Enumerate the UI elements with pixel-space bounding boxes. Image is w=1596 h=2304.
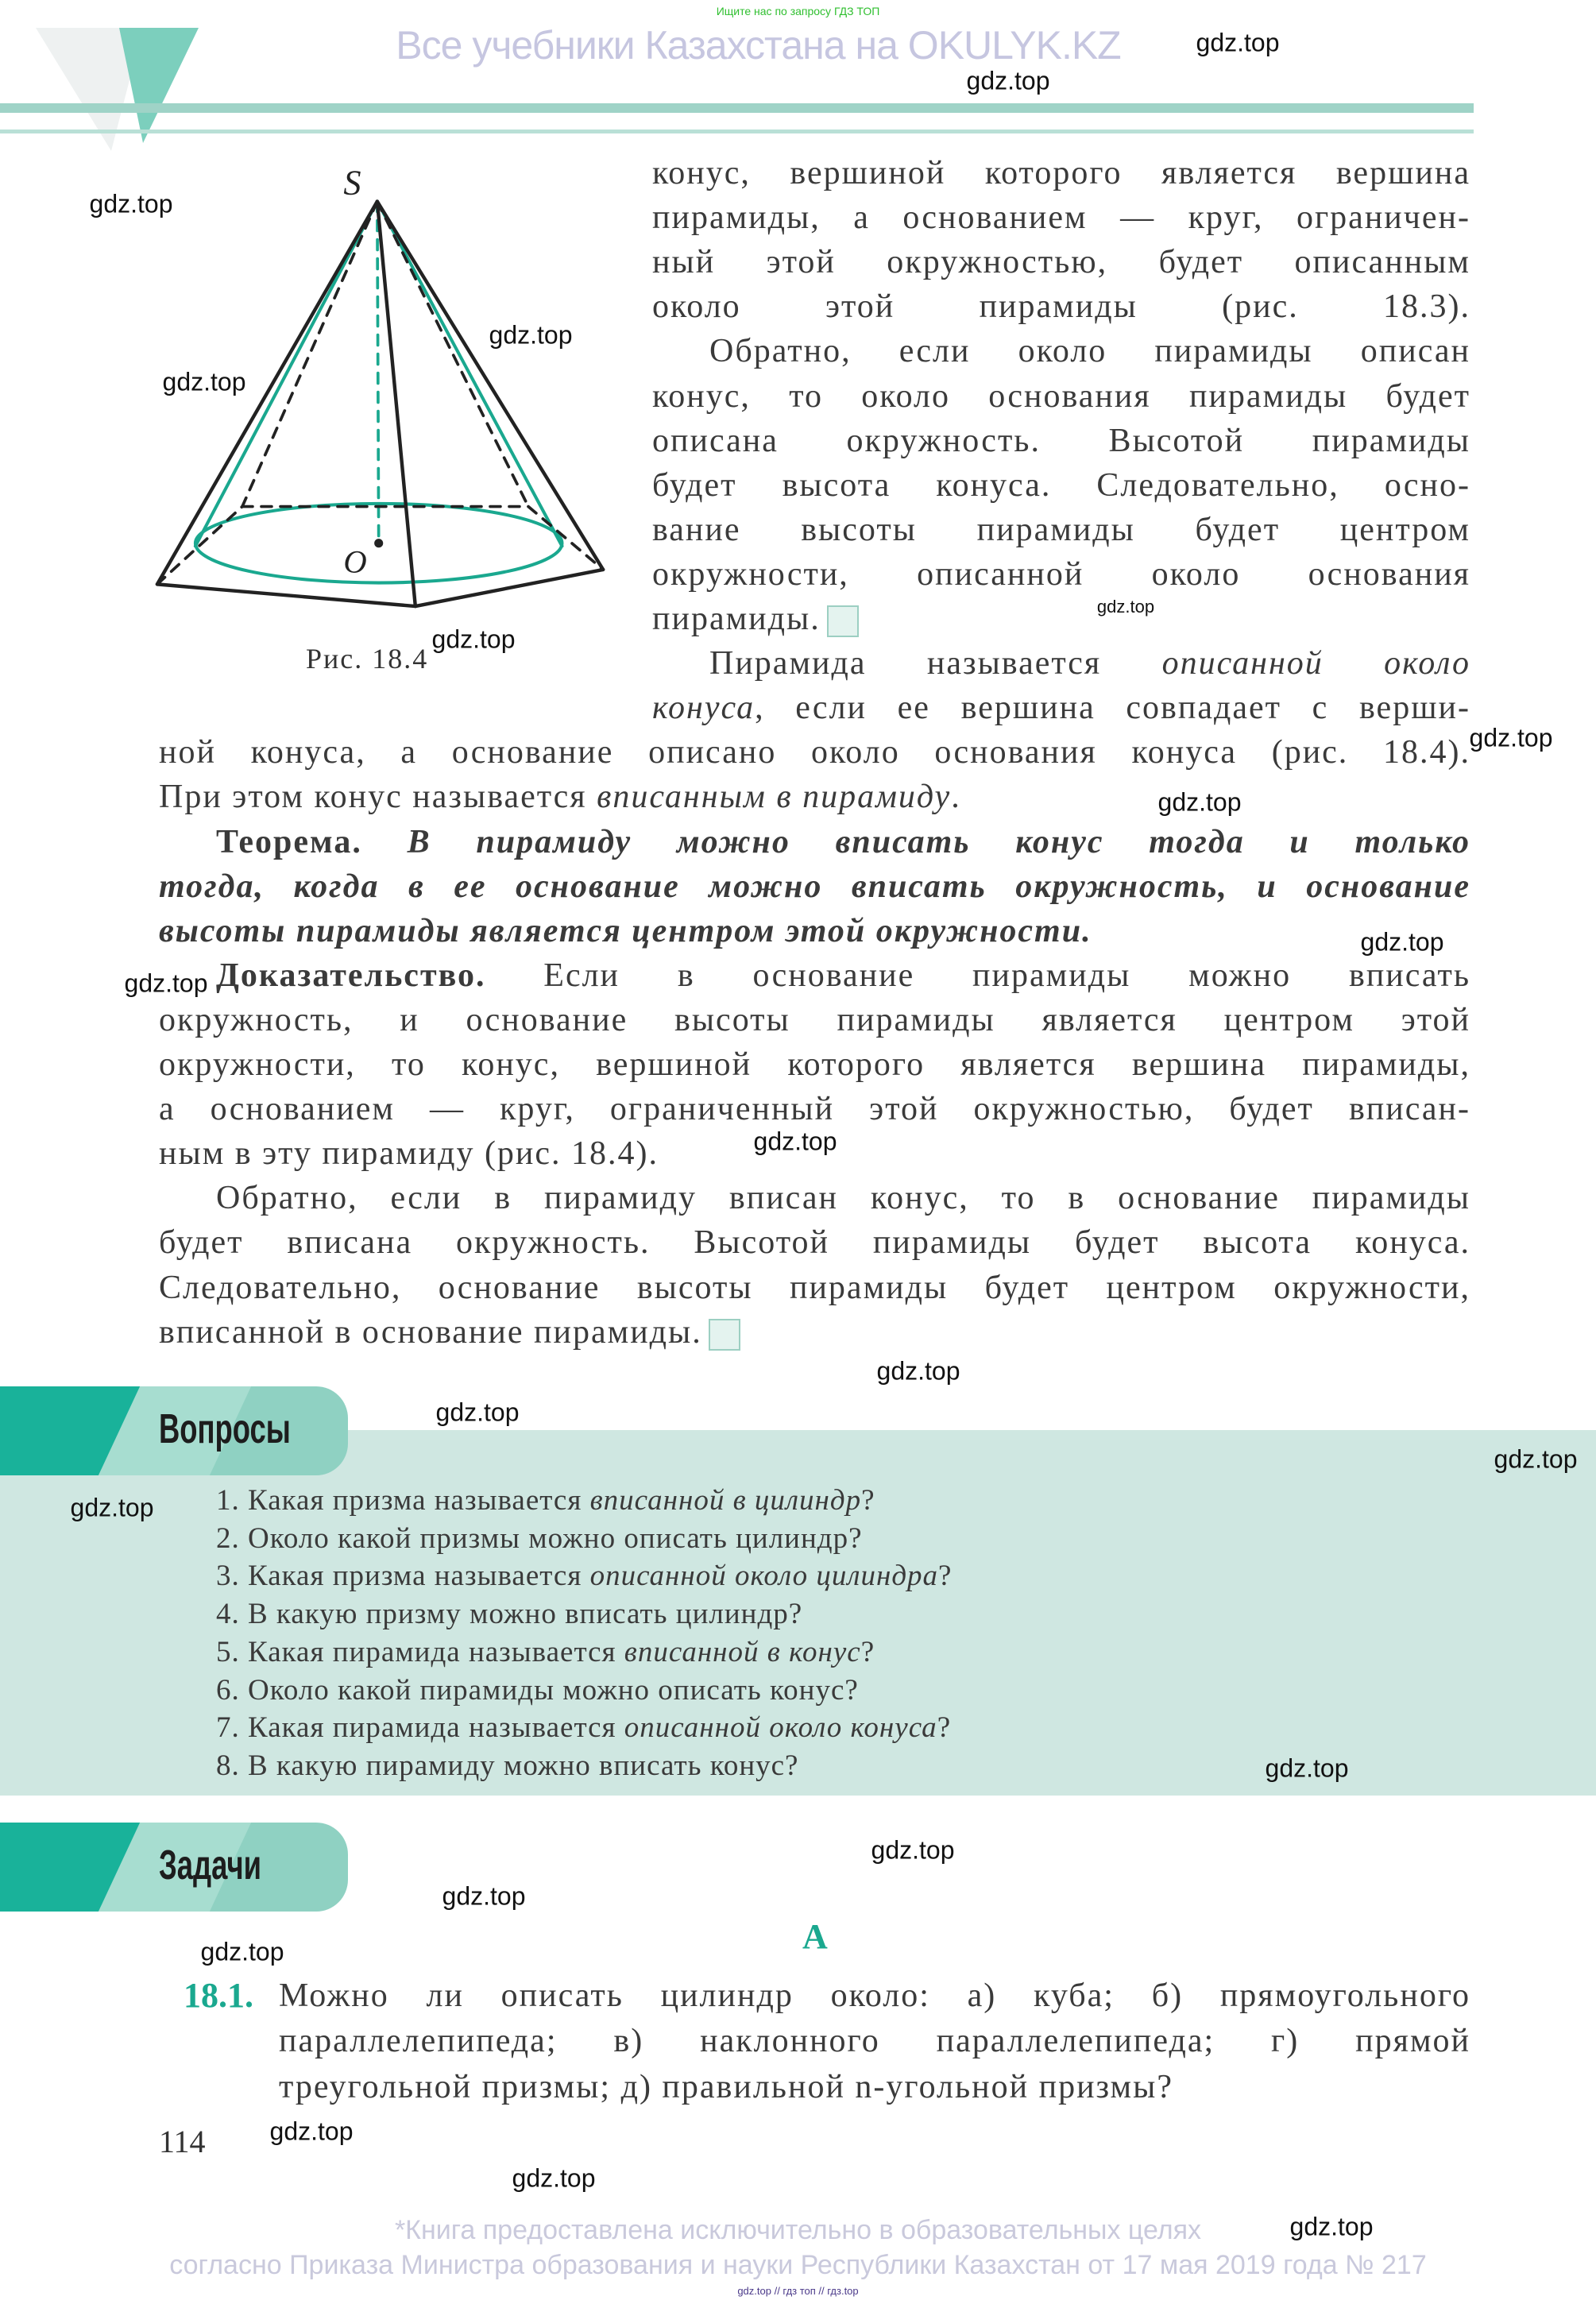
- text-line: [159, 732, 1470, 773]
- text-line: [652, 331, 1470, 372]
- question-item: [216, 1483, 875, 1519]
- text-segment: 4. В какую призму можно вписать цилиндр?: [216, 1598, 803, 1631]
- watermark: gdz.top: [124, 968, 208, 998]
- watermark: gdz.top: [162, 367, 246, 396]
- watermark: gdz.top: [70, 1493, 154, 1522]
- watermark: gdz.top: [269, 2117, 354, 2146]
- text-line: [652, 465, 1470, 506]
- site-title: [0, 22, 1596, 68]
- question-item: [216, 1748, 798, 1784]
- text-segment: ной конуса, а основание описано около основания конуса (рис. 18.4).: [159, 734, 1470, 771]
- text-segment: вписанным в пирамиду: [597, 779, 952, 816]
- text-segment: ?: [937, 1711, 952, 1745]
- center-label-o: O: [343, 543, 367, 580]
- text-segment: а основанием — круг, ограниченный этой окружностью, будет вписан-: [159, 1091, 1470, 1128]
- text-segment: описанной около цилиндра: [589, 1560, 939, 1593]
- text-line: [652, 554, 1470, 595]
- question-item: [216, 1710, 951, 1746]
- text-segment: 5. Какая пирамида называется: [216, 1635, 624, 1668]
- watermark: gdz.top: [431, 624, 516, 654]
- text-line: [652, 643, 1470, 684]
- text-segment: ный этой окружностью, будет описанным: [652, 244, 1470, 281]
- site-title-text: Все учебники Казахстана на OKULYK.KZ: [396, 23, 1121, 68]
- page-number: 114: [159, 2124, 206, 2159]
- section-label: A: [802, 1917, 828, 1956]
- text-segment: пирамиды, а основанием — круг, ограничен-: [652, 199, 1470, 237]
- tasks-header: [0, 1823, 348, 1912]
- question-item: [216, 1596, 802, 1633]
- watermark: gdz.top: [200, 1937, 284, 1966]
- tasks-title: Задачи: [159, 1842, 262, 1888]
- text-segment: пирамиды.: [652, 601, 821, 637]
- text-segment: Обратно, если около пирамиды описан: [709, 333, 1470, 370]
- watermark: gdz.top: [1289, 2212, 1374, 2241]
- text-segment: 3. Какая призма называется: [216, 1560, 590, 1593]
- text-segment: окружности, описанной около основания: [652, 555, 1470, 593]
- text-segment: вписанной в основание пирамиды.: [159, 1313, 702, 1351]
- task-number: 18.1.: [184, 1976, 253, 2015]
- text-segment: ?: [938, 1560, 953, 1593]
- text-segment: 1. Какая призма называется: [216, 1484, 590, 1517]
- watermark: gdz.top: [1157, 787, 1242, 817]
- watermark: gdz.top: [1360, 927, 1444, 957]
- text-segment: Доказательство.: [216, 957, 486, 994]
- text-segment: описанной около конуса: [624, 1711, 937, 1745]
- text-segment: ?: [860, 1635, 875, 1668]
- text-line: [652, 420, 1470, 462]
- header-line: [0, 130, 1474, 133]
- watermark: gdz.top: [512, 2163, 596, 2193]
- text-line: [159, 1088, 1470, 1130]
- height-line: [377, 202, 379, 543]
- text-segment: тогда, когда в ее основание можно вписать окружность, и основание: [159, 868, 1470, 905]
- search-hint: Ищите нас по запросу ГДЗ ТОП: [716, 5, 880, 17]
- watermark: gdz.top: [1196, 28, 1280, 57]
- text-segment: 8. В какую пирамиду можно вписать конус?: [216, 1749, 799, 1782]
- questions-header: [0, 1386, 348, 1475]
- watermark: gdz.top: [1469, 723, 1553, 752]
- watermark: gdz.top: [489, 320, 573, 350]
- questions-title: Вопросы: [159, 1406, 291, 1452]
- text-segment: окружность, и основание высоты пирамиды является центром этой: [159, 1001, 1470, 1038]
- text-segment: , если ее вершина совпадает с верши-: [755, 690, 1470, 727]
- footer-line-1: *Книга предоставлена исключительно в образовательных целях: [394, 2215, 1202, 2245]
- text-segment: окружности, то конус, вершиной которого является вершина пирамиды,: [159, 1046, 1470, 1083]
- text-line: [159, 866, 1470, 907]
- end-of-proof-icon: [709, 1319, 740, 1351]
- text-line: [652, 286, 1470, 327]
- text-line: [159, 1222, 1470, 1263]
- figure-caption: Рис. 18.4: [306, 643, 429, 675]
- watermark: gdz.top: [871, 1835, 955, 1865]
- text-line: [159, 1044, 1470, 1085]
- text-segment: 7. Какая пирамида называется: [216, 1711, 624, 1745]
- end-of-proof-icon: [827, 605, 859, 637]
- watermark: gdz.top: [1096, 597, 1155, 617]
- text-segment: конус, то около основания пирамиды будет: [652, 377, 1470, 415]
- text-segment: Пирамида называется: [709, 645, 1162, 682]
- text-line: [159, 821, 1470, 863]
- text-line: [652, 153, 1470, 194]
- task-text-line: треугольной призмы; д) правильной n-угольной призмы?: [279, 2069, 1173, 2105]
- text-segment: высоты пирамиды является центром этой окружности.: [159, 912, 1092, 949]
- text-segment: 2. Около какой призмы можно описать цилиндр?: [216, 1521, 863, 1555]
- text-segment: вписанной в конус: [624, 1635, 861, 1668]
- text-segment: При этом конус называется: [159, 779, 597, 816]
- text-segment: Если в основание пирамиды можно вписать: [485, 957, 1470, 994]
- text-line: [652, 687, 1470, 729]
- vertex-label-s: S: [343, 163, 361, 203]
- watermark: gdz.top: [1494, 1444, 1578, 1474]
- text-line: [159, 910, 1470, 952]
- text-segment: описана окружность. Высотой пирамиды: [652, 422, 1470, 459]
- watermark: gdz.top: [753, 1127, 837, 1156]
- text-line: [159, 955, 1470, 996]
- text-segment: 6. Около какой пирамиды можно описать конус?: [216, 1673, 859, 1707]
- text-line: [652, 376, 1470, 417]
- text-segment: Обратно, если в пирамиду вписан конус, то в основание пирамиды: [216, 1180, 1470, 1217]
- text-line: [159, 999, 1470, 1041]
- text-line: [159, 776, 1470, 818]
- text-line: [159, 1267, 1470, 1309]
- text-segment: ным в эту пирамиду (рис. 18.4).: [159, 1135, 659, 1173]
- header-bar: [0, 103, 1474, 113]
- watermark: gdz.top: [966, 66, 1050, 95]
- text-segment: вание высоты пирамиды будет центром: [652, 511, 1470, 548]
- text-segment: вписанной в цилиндр: [589, 1484, 862, 1517]
- footer-links[interactable]: gdz.top // гдз топ // гдз.top: [737, 2285, 859, 2297]
- text-segment: В пирамиду можно вписать конус тогда и только: [361, 823, 1470, 860]
- text-segment: конус, вершиной которого является вершина: [652, 155, 1470, 191]
- text-line: [159, 1177, 1470, 1219]
- task-text-line: Можно ли описать цилиндр около: а) куба; б) прямоугольного: [279, 1977, 1470, 2014]
- watermark: gdz.top: [89, 189, 173, 218]
- text-segment: Теорема.: [216, 823, 362, 860]
- watermark: gdz.top: [1265, 1753, 1349, 1783]
- question-item: [216, 1634, 875, 1671]
- text-line: [652, 197, 1470, 238]
- text-line: [652, 598, 1470, 640]
- watermark: gdz.top: [442, 1881, 526, 1911]
- footer-line-2: согласно Приказа Министра образования и науки Республики Казахстан от 17 мая 2019 года № 217: [169, 2250, 1427, 2280]
- text-line: [652, 242, 1470, 283]
- text-segment: будет высота конуса. Следовательно, осно-: [652, 466, 1470, 504]
- question-item: [216, 1672, 859, 1709]
- text-segment: описанной около: [1161, 645, 1470, 682]
- watermark: gdz.top: [435, 1397, 520, 1427]
- text-segment: конуса: [652, 690, 755, 727]
- text-segment: Следовательно, основание высоты пирамиды будет центром окружности,: [159, 1269, 1470, 1306]
- text-segment: .: [951, 779, 961, 816]
- text-line: [159, 1312, 1470, 1353]
- pyramid-cone-figure: [147, 159, 624, 636]
- text-line: [652, 509, 1470, 551]
- question-item: [216, 1558, 952, 1595]
- watermark: gdz.top: [876, 1356, 960, 1386]
- task-text-line: параллелепипеда; в) наклонного параллелепипеда; г) прямой: [279, 2023, 1470, 2059]
- text-segment: ?: [861, 1484, 875, 1517]
- text-segment: будет вписана окружность. Высотой пирамиды будет высота конуса.: [159, 1224, 1470, 1262]
- text-segment: около этой пирамиды (рис. 18.3).: [652, 288, 1470, 326]
- question-item: [216, 1521, 863, 1557]
